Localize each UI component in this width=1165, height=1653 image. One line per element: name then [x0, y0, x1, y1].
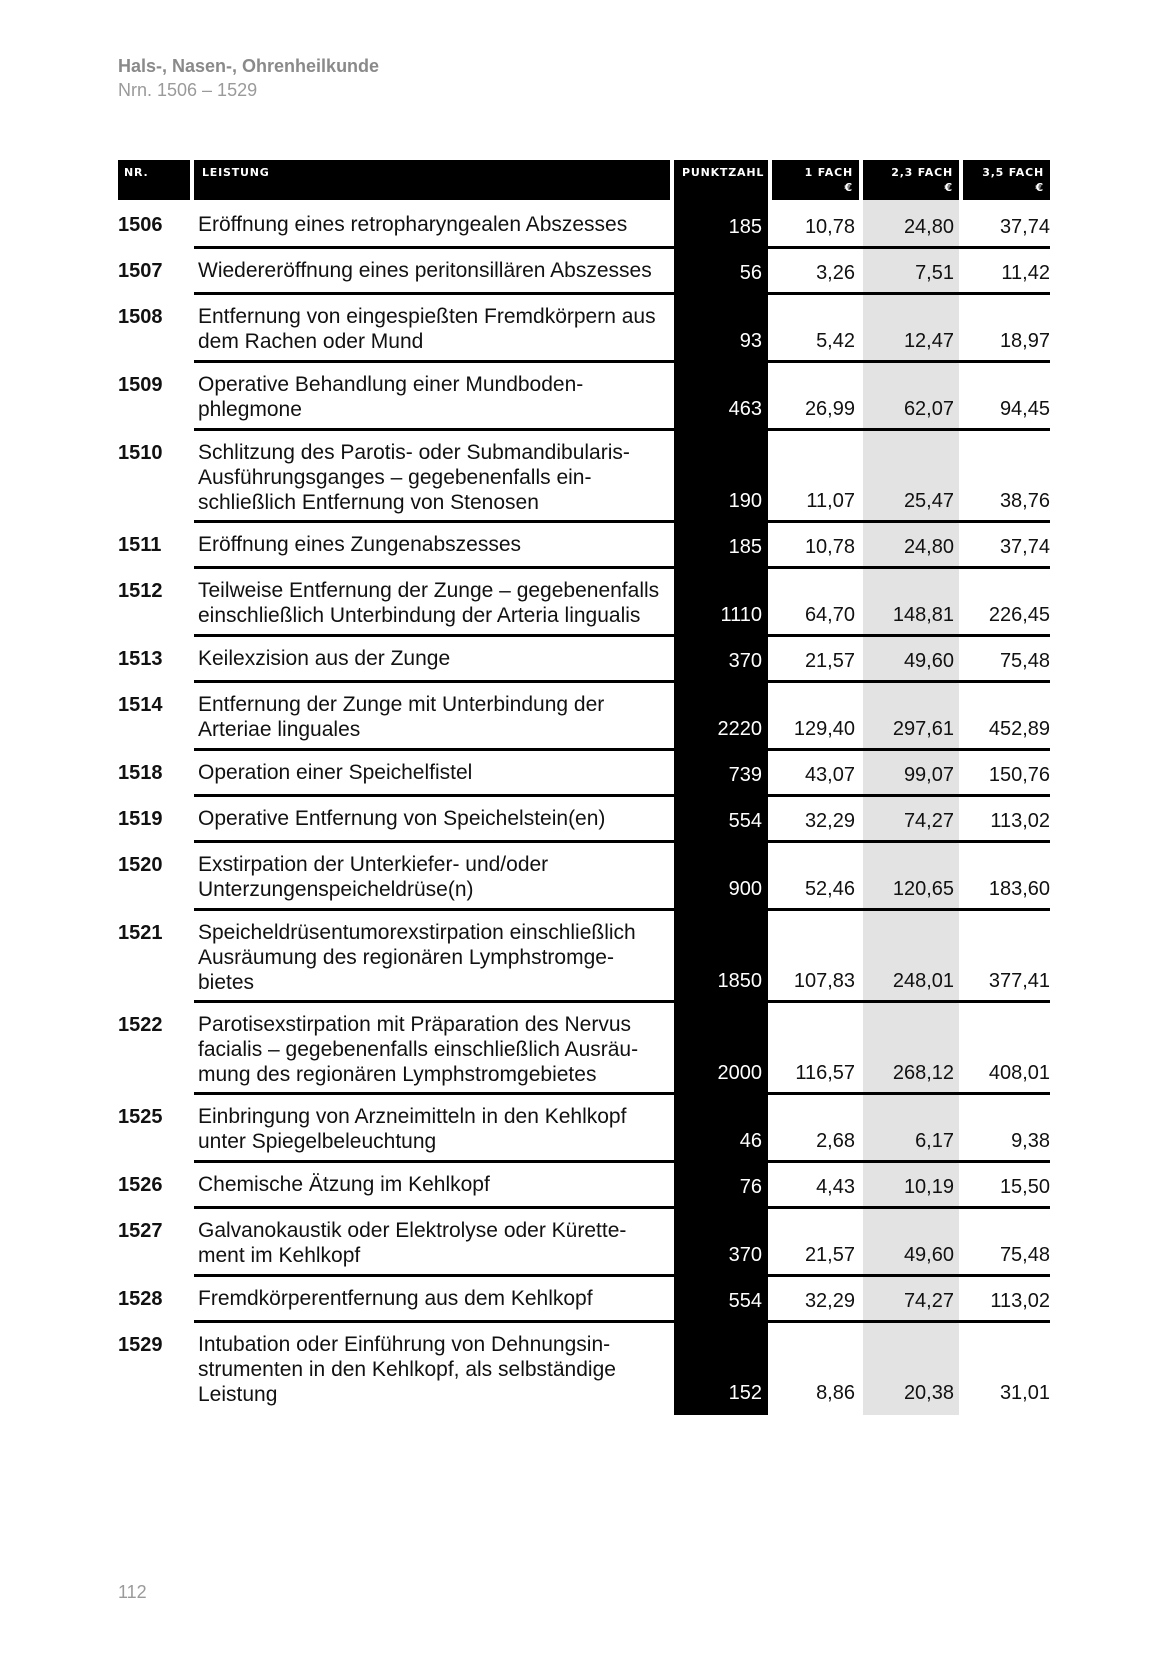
- header-fach1-currency: €: [844, 181, 853, 194]
- row-number: 1513: [118, 648, 163, 670]
- row-number: 1529: [118, 1334, 163, 1356]
- row-fach23: 99,07: [903, 764, 954, 786]
- row-punktzahl: 463: [728, 398, 762, 420]
- row-leistung: Speicheldrüsentumorexstirpation einschließlich Ausräumung des regionären Lymphstromge-bietes: [198, 921, 636, 994]
- row-punktzahl: 190: [728, 490, 762, 512]
- header-nr: NR.: [118, 160, 190, 200]
- row-fach23: 74,27: [903, 810, 954, 832]
- row-punktzahl: 900: [728, 878, 762, 900]
- row-fach23: 74,27: [903, 1290, 954, 1312]
- table-body: [118, 203, 1050, 1415]
- chapter-title: Hals-, Nasen-, Ohrenheilkunde: [118, 56, 380, 76]
- row-punktzahl: 76: [739, 1176, 762, 1198]
- row-punktzahl: 56: [739, 262, 762, 284]
- row-fach23: 49,60: [903, 1244, 954, 1266]
- table-row: [118, 751, 1050, 797]
- header-punktzahl: PUNKTZAHL: [674, 160, 768, 200]
- row-fach23: 268,12: [892, 1062, 954, 1084]
- row-fach35: 75,48: [999, 650, 1050, 672]
- number-range: Nrn. 1506 – 1529: [118, 80, 258, 100]
- row-number: 1525: [118, 1106, 163, 1128]
- row-fach23: 7,51: [915, 262, 954, 284]
- row-number: 1507: [118, 260, 163, 282]
- table-row: [118, 431, 1050, 523]
- row-punktzahl: 185: [728, 216, 762, 238]
- row-fach1: 64,70: [804, 604, 855, 626]
- row-number: 1519: [118, 808, 163, 830]
- row-leistung: Einbringung von Arzneimitteln in den Kehlkopf unter Spiegelbeleuchtung: [198, 1105, 627, 1153]
- header-fach1-label: 1 FACH: [804, 166, 853, 179]
- row-punktzahl: 185: [728, 536, 762, 558]
- row-fach35: 38,76: [999, 490, 1050, 512]
- header-fach1: [772, 160, 859, 200]
- table-row: [118, 523, 1050, 569]
- row-fach23: 297,61: [892, 718, 954, 740]
- row-punktzahl: 152: [728, 1382, 762, 1404]
- row-fach35: 11,42: [1001, 262, 1050, 284]
- row-fach35: 15,50: [999, 1176, 1050, 1198]
- table-row: [118, 1209, 1050, 1277]
- row-fach1: 8,86: [816, 1382, 855, 1404]
- table-row: [118, 1277, 1050, 1323]
- row-leistung: Entfernung der Zunge mit Unterbindung der Arteriae linguales: [198, 693, 605, 741]
- table-row: [118, 1003, 1050, 1095]
- row-leistung: Operation einer Speichelfistel: [198, 761, 473, 784]
- row-leistung: Exstirpation der Unterkiefer- und/oder Unterzungenspeicheldrüse(n): [198, 853, 549, 901]
- table-row: [118, 203, 1050, 249]
- row-fach1: 2,68: [816, 1130, 855, 1152]
- row-fach35: 377,41: [988, 970, 1050, 992]
- row-punktzahl: 554: [728, 1290, 762, 1312]
- row-fach1: 3,26: [816, 262, 855, 284]
- page-header: [118, 54, 379, 102]
- row-leistung: Operative Entfernung von Speichelstein(en): [198, 807, 606, 830]
- row-number: 1509: [118, 374, 163, 396]
- row-fach1: 4,43: [816, 1176, 855, 1198]
- row-number: 1518: [118, 762, 163, 784]
- table-row: [118, 1095, 1050, 1163]
- row-fach35: 113,02: [990, 810, 1050, 832]
- row-fach1: 107,83: [793, 970, 855, 992]
- row-fach23: 24,80: [903, 216, 954, 238]
- row-leistung: Eröffnung eines Zungenabszesses: [198, 533, 521, 556]
- row-leistung: Chemische Ätzung im Kehlkopf: [198, 1173, 490, 1196]
- row-punktzahl: 554: [728, 810, 762, 832]
- row-punktzahl: 46: [739, 1130, 762, 1152]
- row-fach35: 37,74: [999, 536, 1050, 558]
- row-punktzahl: 2220: [717, 718, 762, 740]
- row-fach35: 75,48: [999, 1244, 1050, 1266]
- row-number: 1514: [118, 694, 163, 716]
- header-fach35-label: 3,5 FACH: [982, 166, 1044, 179]
- row-fach35: 226,45: [988, 604, 1050, 626]
- row-fach1: 21,57: [804, 1244, 855, 1266]
- table-row: [118, 569, 1050, 637]
- row-fach35: 183,60: [988, 878, 1050, 900]
- row-leistung: Galvanokaustik oder Elektrolyse oder Kürette-ment im Kehlkopf: [198, 1219, 627, 1267]
- row-fach23: 148,81: [892, 604, 954, 626]
- row-fach23: 62,07: [903, 398, 954, 420]
- row-leistung: Intubation oder Einführung von Dehnungsin-strumenten in den Kehlkopf, als selbständige Leistung: [198, 1333, 616, 1406]
- row-leistung: Operative Behandlung einer Mundboden-phlegmone: [198, 373, 584, 421]
- row-number: 1508: [118, 306, 163, 328]
- row-fach1: 32,29: [804, 1290, 855, 1312]
- row-fach23: 248,01: [892, 970, 954, 992]
- row-number: 1521: [118, 922, 163, 944]
- header-fach23-currency: €: [944, 181, 953, 194]
- row-fach23: 120,65: [892, 878, 954, 900]
- header-fach23: [863, 160, 959, 200]
- row-number: 1520: [118, 854, 163, 876]
- table-row: [118, 843, 1050, 911]
- row-fach1: 129,40: [793, 718, 855, 740]
- row-fach1: 10,78: [804, 216, 855, 238]
- row-number: 1527: [118, 1220, 163, 1242]
- table-row: [118, 363, 1050, 431]
- row-fach1: 116,57: [795, 1062, 855, 1084]
- row-fach35: 113,02: [990, 1290, 1050, 1312]
- table-row: [118, 683, 1050, 751]
- row-fach35: 31,01: [999, 1382, 1050, 1404]
- row-fach35: 37,74: [999, 216, 1050, 238]
- row-fach23: 49,60: [903, 650, 954, 672]
- row-fach1: 11,07: [806, 490, 855, 512]
- row-fach35: 18,97: [999, 330, 1050, 352]
- row-fach23: 6,17: [915, 1130, 954, 1152]
- row-fach23: 20,38: [903, 1382, 954, 1404]
- page-number: 112: [118, 1582, 147, 1602]
- table-row: [118, 637, 1050, 683]
- header-fach35: [963, 160, 1050, 200]
- row-number: 1512: [118, 580, 163, 602]
- table-row: [118, 911, 1050, 1003]
- row-number: 1522: [118, 1014, 163, 1036]
- row-punktzahl: 370: [728, 1244, 762, 1266]
- row-punktzahl: 93: [739, 330, 762, 352]
- row-number: 1506: [118, 214, 163, 236]
- row-fach1: 32,29: [804, 810, 855, 832]
- row-leistung: Parotisexstirpation mit Präparation des Nervus facialis – gegebenenfalls einschließlich Ausräu-mung des regionären Lymphstromgebietes: [198, 1013, 639, 1086]
- table-row: [118, 1323, 1050, 1415]
- row-fach1: 10,78: [804, 536, 855, 558]
- row-leistung: Entfernung von eingespießten Fremdkörpern aus dem Rachen oder Mund: [198, 305, 656, 353]
- row-fach23: 12,47: [903, 330, 954, 352]
- row-fach1: 26,99: [804, 398, 855, 420]
- table-row: [118, 295, 1050, 363]
- row-fach35: 452,89: [988, 718, 1050, 740]
- row-fach23: 25,47: [903, 490, 954, 512]
- header-fach23-label: 2,3 FACH: [891, 166, 953, 179]
- row-fach23: 24,80: [903, 536, 954, 558]
- table-header: [118, 160, 1050, 200]
- row-fach35: 94,45: [999, 398, 1050, 420]
- header-fach35-currency: €: [1035, 181, 1044, 194]
- row-leistung: Wiedereröffnung eines peritonsillären Abszesses: [198, 259, 652, 282]
- fee-table: [118, 160, 1050, 1415]
- row-number: 1526: [118, 1174, 163, 1196]
- row-punktzahl: 370: [728, 650, 762, 672]
- row-punktzahl: 1110: [720, 604, 762, 626]
- row-fach1: 5,42: [816, 330, 855, 352]
- table-row: [118, 249, 1050, 295]
- row-leistung: Eröffnung eines retropharyngealen Abszesses: [198, 213, 628, 236]
- table-row: [118, 1163, 1050, 1209]
- row-number: 1510: [118, 442, 163, 464]
- row-leistung: Schlitzung des Parotis- oder Submandibularis-Ausführungsganges – gegebenenfalls ein-schließlich Entfernung von Stenosen: [198, 441, 630, 514]
- row-fach35: 9,38: [1011, 1130, 1050, 1152]
- row-number: 1528: [118, 1288, 163, 1310]
- row-leistung: Keilexzision aus der Zunge: [198, 647, 451, 670]
- row-leistung: Teilweise Entfernung der Zunge – gegebenenfalls einschließlich Unterbindung der Arteria lingualis: [198, 579, 660, 627]
- row-number: 1511: [118, 534, 162, 556]
- row-fach23: 10,19: [903, 1176, 954, 1198]
- row-leistung: Fremdkörperentfernung aus dem Kehlkopf: [198, 1287, 593, 1310]
- row-fach1: 21,57: [804, 650, 855, 672]
- row-punktzahl: 739: [728, 764, 762, 786]
- row-fach1: 52,46: [804, 878, 855, 900]
- row-fach35: 150,76: [988, 764, 1050, 786]
- header-leistung: LEISTUNG: [194, 160, 670, 200]
- row-punktzahl: 2000: [717, 1062, 762, 1084]
- row-fach35: 408,01: [988, 1062, 1050, 1084]
- row-fach1: 43,07: [804, 764, 855, 786]
- table-row: [118, 797, 1050, 843]
- row-punktzahl: 1850: [717, 970, 762, 992]
